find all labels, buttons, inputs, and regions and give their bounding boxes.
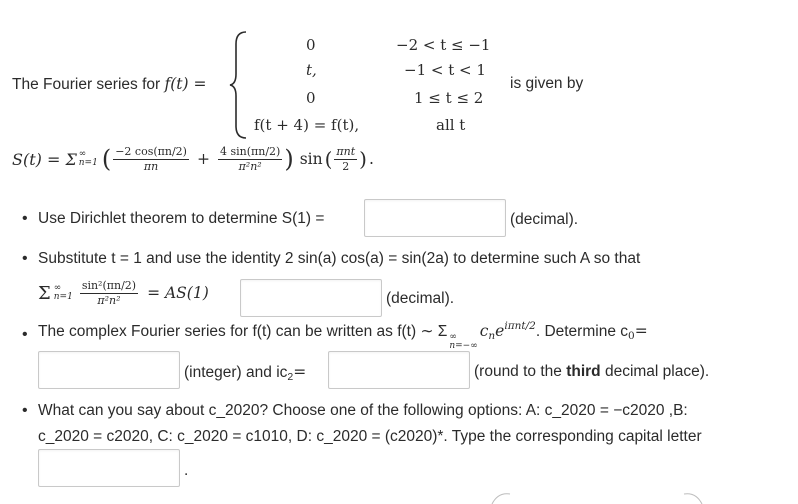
q3-unit1: (integer) and ic 2 =: [184, 363, 307, 383]
intro-fn: f(t) =: [164, 75, 207, 93]
case-cond-4: all t: [436, 116, 466, 134]
bullet-2: •: [22, 250, 28, 267]
series-end: .: [368, 150, 374, 168]
q2-text: Substitute t = 1 and use the identity 2 sin(a) cos(a) = sin(2a) to determine such A so that: [38, 250, 641, 267]
q4-line1: What can you say about c_2020? Choose one of the following options: A: c_2020 = −c2020 ,B:: [38, 402, 688, 419]
answer-input-a[interactable]: [240, 279, 382, 317]
q3-unit2: (round to the third decimal place).: [474, 363, 710, 380]
series-frac-1: $\frac{-2 \cos(\pi n/2)}{\pi n}$: [115, 144, 187, 173]
series-plus: +: [196, 150, 210, 168]
series-lhs: S(t) = Σ: [12, 149, 77, 169]
case-cond-1: −2 < t ≤ −1: [396, 36, 491, 54]
intro-suffix: is given by: [510, 75, 584, 92]
q4-line2: c_2020 = c2020, C: c_2020 = c1010, D: c_2020 = (c2020)*. Type the corresponding capital letter: [38, 428, 702, 445]
answer-input-s1[interactable]: [364, 199, 506, 237]
case-value-4: f(t + 4) = f(t),: [254, 116, 360, 134]
q1-text: Use Dirichlet theorem to determine S(1) =: [38, 210, 325, 227]
series-formula: S(t) = Σ ∞ n=1 ( $\frac{-2 \cos(\pi n/2)}{\pi n}$ + $\frac{4 \sin(\pi n/2)}{\text{π²n²}}$ ) sin ( $\frac{\text{πnt}}{2}$ ) .: [12, 144, 374, 173]
series-sub: n=1: [78, 158, 98, 168]
partial-decoration: [488, 490, 708, 504]
q2-eq: = AS(1): [147, 284, 209, 303]
series-frac-3: $\frac{\text{πnt}}{2}$: [336, 144, 356, 173]
series-frac-2: $\frac{4 \sin(\pi n/2)}{\text{π²n²}}$: [219, 144, 281, 173]
bullet-1: •: [22, 210, 28, 227]
q2-sum: Σ: [38, 282, 51, 304]
q2-frac: $\frac{\text{sin²(πn/2)}}{\text{π²n²}}$: [81, 279, 137, 307]
bullet-4: •: [22, 402, 28, 419]
paren-open: (: [101, 145, 112, 173]
series-sin: sin: [299, 150, 323, 168]
case-value-3: 0: [306, 89, 316, 107]
q2-formula: Σ ∞ n=1 $\frac{\text{sin²(πn/2)}}{\text{π²n²}}$ = AS(1): [38, 279, 209, 307]
answer-input-ic2[interactable]: [328, 351, 470, 389]
case-value-2: t,: [306, 61, 317, 79]
intro-prefix: The Fourier series for f(t) =: [12, 75, 207, 93]
series-sup: ∞: [78, 149, 87, 159]
answer-input-c0[interactable]: [38, 351, 180, 389]
q1-unit: (decimal).: [510, 211, 579, 228]
answer-input-letter[interactable]: [38, 449, 180, 487]
case-cond-3: 1 ≤ t ≤ 2: [414, 89, 484, 107]
case-value-1: 0: [306, 36, 316, 54]
piecewise-brace: [228, 30, 250, 140]
paren-close: ): [284, 145, 294, 173]
q2-unit: (decimal).: [386, 290, 455, 307]
case-cond-2: −1 < t < 1: [404, 61, 486, 79]
bullet-3: •: [22, 326, 28, 343]
q4-end: .: [184, 462, 189, 479]
q3-text: The complex Fourier series for f(t) can be written as f(t) ∼ Σ ∞ n=−∞ c n e iπnt/2 . Determine c 0 =: [38, 320, 648, 351]
